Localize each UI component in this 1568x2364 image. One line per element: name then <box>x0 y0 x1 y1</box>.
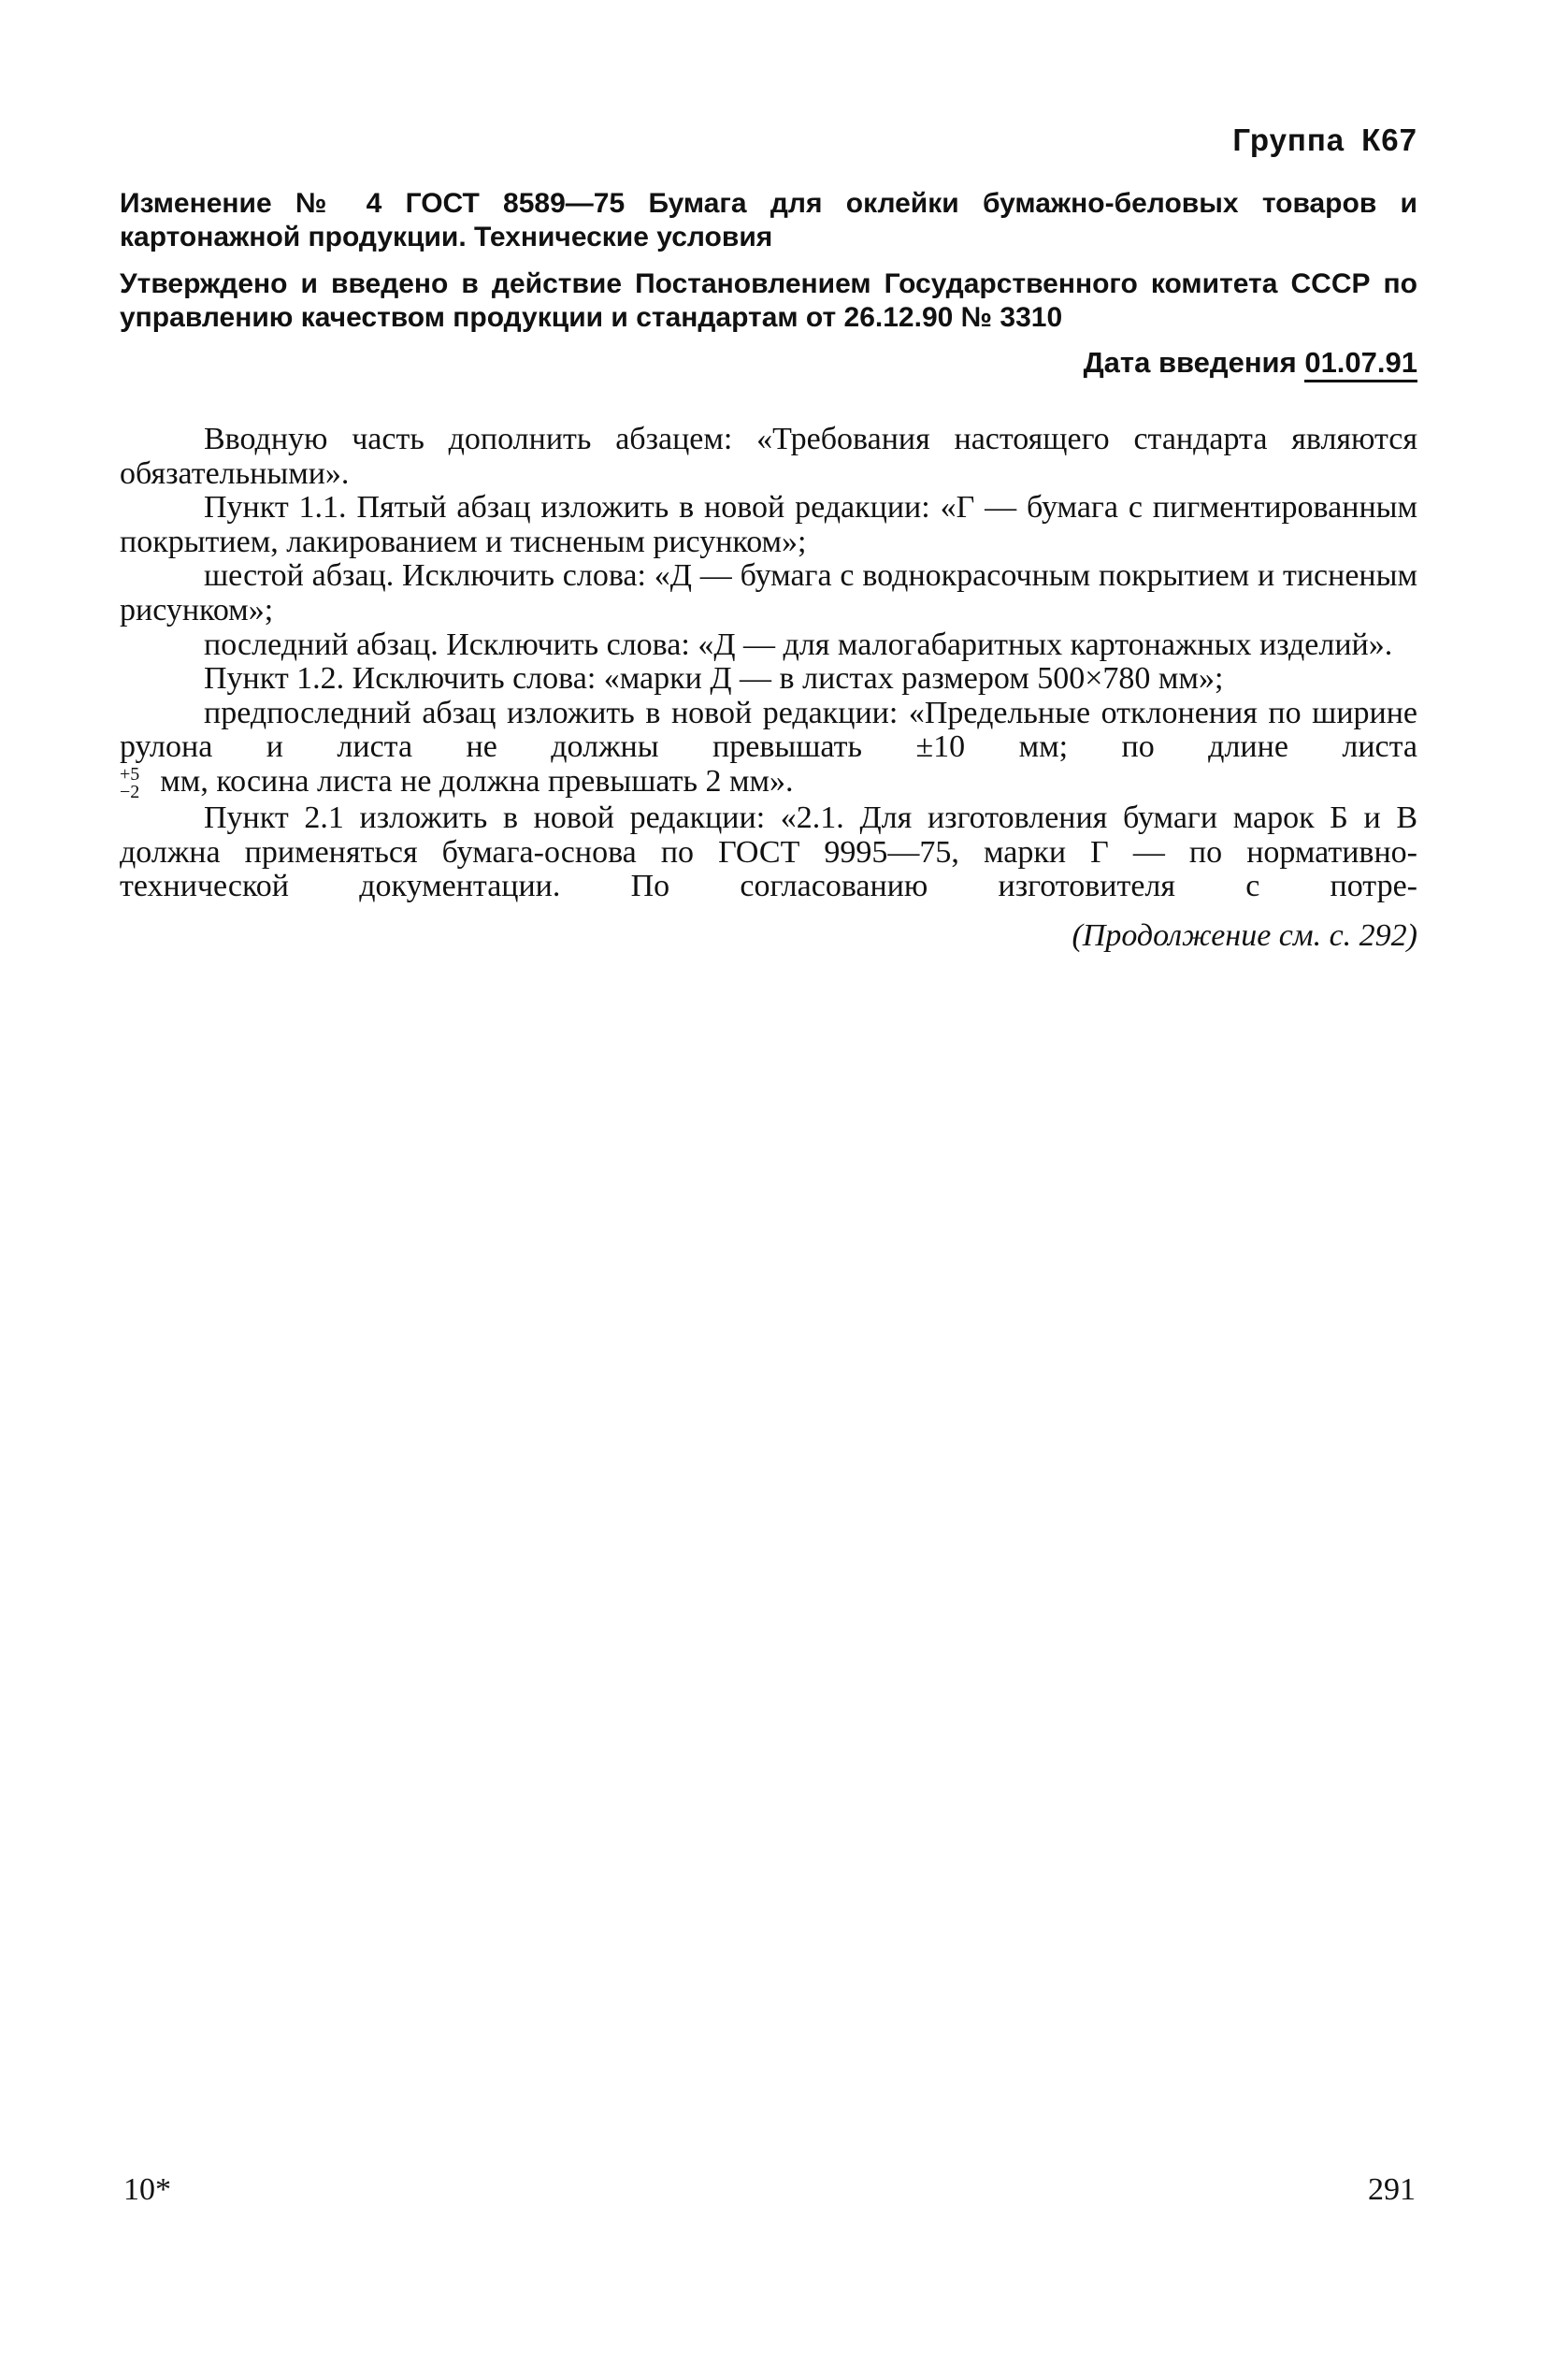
paragraph-tolerance-cont <box>120 765 1417 801</box>
tolerance-lower: −2 <box>120 782 140 803</box>
paragraph-last-clause: последний абзац. Исключить слова: «Д — для малогабаритных картонажных изделий». <box>204 627 1393 662</box>
approval-statement: Утверждено и введено в действие Постановлением Государственного комитета СССР по управлению качеством продукции и стандартам от 26.12.90 № 3310 <box>120 268 1417 333</box>
group-classification <box>120 122 1417 159</box>
tolerance-cont-text: мм, косина листа не должна превышать 2 мм». <box>160 763 794 799</box>
continuation-note: (Продолжение см. с. 292) <box>1072 917 1417 953</box>
amendment-body <box>120 423 1417 904</box>
tolerance-upper: +5 <box>120 764 140 786</box>
paragraph-clause-1-1: Пункт 1.1. Пятый абзац изложить в новой редакции: «Г — бумага с пигментированным покрытием, лакированием и тисненым рисунком»; <box>120 490 1417 559</box>
page-number: 291 <box>1368 2172 1416 2207</box>
paragraph-clause-1-2: Пункт 1.2. Исключить слова: «марки Д — в листах размером 500×780 мм»; <box>204 661 1224 697</box>
document-title: Изменение № 4 ГОСТ 8589—75 Бумага для оклейки бумажно-беловых товаров и картонажной продукции. Технические условия <box>120 188 1417 252</box>
document-page <box>120 122 1417 955</box>
effective-date-value: 01.07.91 <box>1304 346 1417 382</box>
paragraph-clause-2-1: Пункт 2.1 изложить в новой редакции: «2.1. Для изготовления бумаги марок Б и В должна применяться бумага-основа по ГОСТ 9995—75, марки Г — по нормативно-технической документации. По согласованию изготовителя с потре- <box>120 800 1417 904</box>
paragraph-sixth-clause: шестой абзац. Исключить слова: «Д — бумага с воднокрасочным покрытием и тисненым рисунком»; <box>120 558 1417 627</box>
paragraph-intro: Вводную часть дополнить абзацем: «Требования настоящего стандарта являются обязательными». <box>120 422 1417 491</box>
effective-date-label: Дата введения <box>1083 346 1297 379</box>
group-label: Группа <box>1232 123 1345 157</box>
footer-signature-mark: 10* <box>123 2172 171 2207</box>
group-code: К67 <box>1361 123 1417 157</box>
paragraph-tolerances: предпоследний абзац изложить в новой редакции: «Предельные отклонения по ширине рулона и листа не должны превышать ±10 мм; по длине листа <box>120 695 1417 765</box>
effective-date <box>120 344 1417 382</box>
tolerance-fraction <box>120 766 139 801</box>
